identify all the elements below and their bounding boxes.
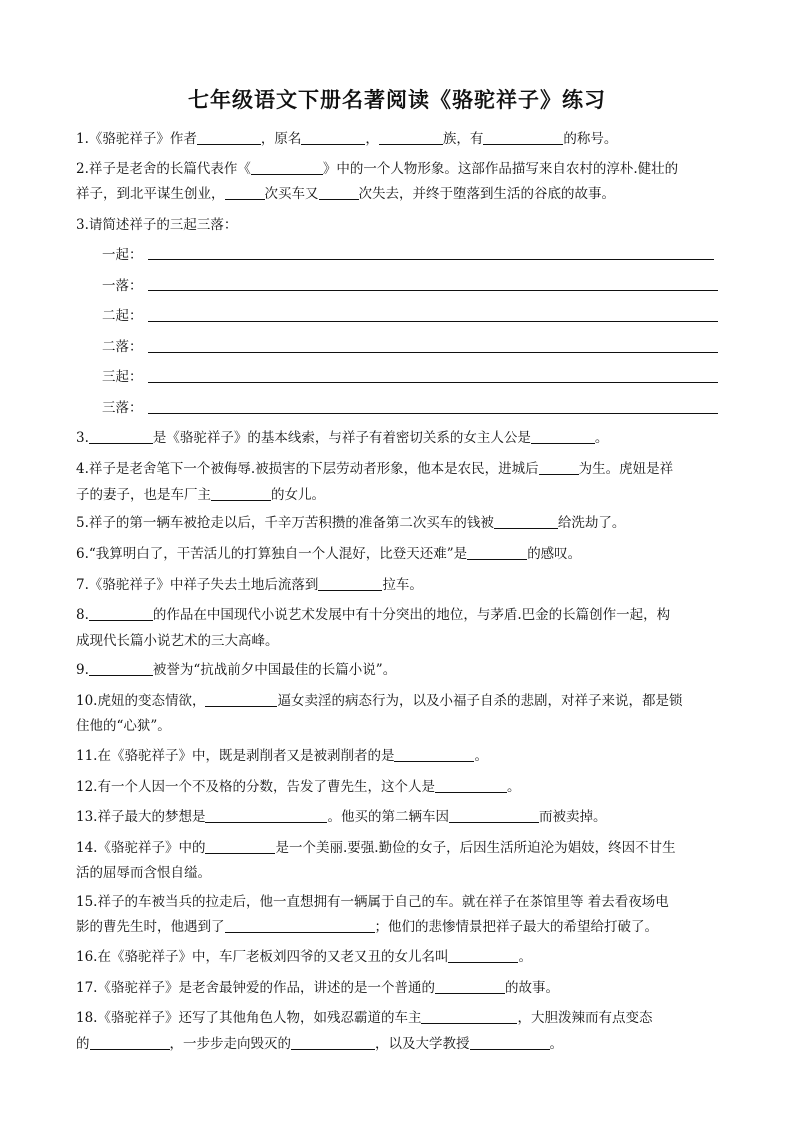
question-13: 13.祥子最大的梦想是 。他买的第二辆车因 而被卖掉。 xyxy=(76,809,607,825)
blank[interactable] xyxy=(421,1009,517,1024)
question-11: 11.在《骆驼祥子》中，既是剥削者又是被剥削者的是 。 xyxy=(76,748,488,764)
question-18-line-1: 18.《骆驼祥子》还写了其他角色人物，如残忍霸道的车主 ，大胆泼辣而有点变态 xyxy=(76,1010,653,1026)
question-16: 16.在《骆驼祥子》中，车厂老板刘四爷的又老又丑的女儿名叫 。 xyxy=(76,949,532,965)
blank[interactable] xyxy=(449,808,539,823)
blank[interactable] xyxy=(205,839,275,854)
rise-fall-label: 二起： xyxy=(102,308,143,324)
blank[interactable] xyxy=(205,692,277,707)
question-2-line-2: 祥子，到北平谋生创业， 次买车又 次失去，并终于堕落到生活的谷底的故事。 xyxy=(76,186,615,202)
question-9: 9. 被誉为“抗战前夕中国最佳的长篇小说”。 xyxy=(76,662,397,678)
question-2-line-1: 2.祥子是老舍的长篇代表作《 》中的一个人物形象。这部作品描写来自农村的淳朴.健壮的 xyxy=(76,161,679,177)
rise-fall-label: 三起： xyxy=(102,369,143,385)
blank[interactable] xyxy=(89,429,153,444)
blank[interactable] xyxy=(225,185,265,200)
blank[interactable] xyxy=(318,576,382,591)
question-1: 1.《骆驼祥子》作者 ，原名 ， 族，有 的称号。 xyxy=(76,131,618,147)
answer-line[interactable] xyxy=(148,259,714,260)
answer-line[interactable] xyxy=(148,382,718,383)
question-10-line-2: 住他的“心狱”。 xyxy=(76,718,171,734)
question-4-line-1: 4.祥子是老舍笔下一个被侮辱.被损害的下层劳动者形象，他本是农民，进城后 为生。虎妞是祥 xyxy=(76,461,674,477)
blank[interactable] xyxy=(435,778,507,793)
blank[interactable] xyxy=(470,1035,550,1050)
question-6: 6.“我算明白了，干苦活儿的打算独自一个人混好，比登天还难”是 的感叹。 xyxy=(76,546,582,562)
question-14-line-1: 14.《骆驼祥子》中的 是一个美丽.要强.勤俭的女子，后因生活所迫沦为娼妓，终因不甘生 xyxy=(76,840,676,856)
blank[interactable] xyxy=(301,130,365,145)
rise-fall-label: 一落： xyxy=(102,278,143,294)
blank[interactable] xyxy=(89,606,153,621)
question-18-line-2: 的 ，一步步走向毁灭的 ，以及大学教授 。 xyxy=(76,1036,563,1052)
blank[interactable] xyxy=(89,661,153,676)
blank[interactable] xyxy=(319,185,359,200)
blank[interactable] xyxy=(539,460,579,475)
blank[interactable] xyxy=(483,130,563,145)
blank[interactable] xyxy=(494,514,558,529)
question-3: 3.请简述祥子的三起三落： xyxy=(76,217,238,233)
blank[interactable] xyxy=(90,1035,170,1050)
blank[interactable] xyxy=(211,486,271,501)
blank[interactable] xyxy=(225,918,375,933)
blank[interactable] xyxy=(467,545,527,560)
blank[interactable] xyxy=(394,747,474,762)
question-4-line-2: 子的妻子，也是车厂主 的女儿。 xyxy=(76,487,325,503)
blank[interactable] xyxy=(197,130,261,145)
question-15-line-1: 15.祥子的车被当兵的拉走后，他一直想拥有一辆属于自己的车。就在祥子在茶馆里等 着去看夜场电 xyxy=(76,894,669,910)
question-17: 17.《骆驼祥子》是老舍最钟爱的作品，讲述的是一个普通的 的故事。 xyxy=(76,980,559,996)
blank[interactable] xyxy=(379,130,443,145)
question-3b: 3. 是《骆驼祥子》的基本线索，与祥子有着密切关系的女主人公是 。 xyxy=(76,430,609,446)
blank[interactable] xyxy=(251,160,323,175)
question-8-line-1: 8. 的作品在中国现代小说艺术发展中有十分突出的地位，与茅盾.巴金的长篇创作一起，构 xyxy=(76,607,671,623)
question-7: 7.《骆驼祥子》中祥子失去土地后流落到 拉车。 xyxy=(76,577,423,593)
answer-line[interactable] xyxy=(148,290,718,291)
blank[interactable] xyxy=(205,808,327,823)
blank[interactable] xyxy=(531,429,595,444)
answer-line[interactable] xyxy=(148,413,718,414)
answer-line[interactable] xyxy=(148,352,718,353)
page-title: 七年级语文下册名著阅读《骆驼祥子》练习 xyxy=(188,87,606,112)
question-5: 5.祥子的第一辆车被抢走以后，千辛万苦积攒的准备第二次买车的钱被 给洗劫了。 xyxy=(76,515,626,531)
rise-fall-label: 二落： xyxy=(102,339,143,355)
question-14-line-2: 活的屈辱而含恨自缢。 xyxy=(76,865,211,881)
blank[interactable] xyxy=(291,1035,375,1050)
rise-fall-label: 三落： xyxy=(102,400,143,416)
question-12: 12.有一个人因一个不及格的分数，告发了曹先生，这个人是 。 xyxy=(76,779,521,795)
answer-line[interactable] xyxy=(148,321,718,322)
question-10-line-1: 10.虎妞的变态情欲， 逼女卖淫的病态行为，以及小福子自杀的悲剧，对祥子来说，都是锁 xyxy=(76,693,683,709)
rise-fall-label: 一起： xyxy=(102,247,143,263)
blank[interactable] xyxy=(435,979,505,994)
question-15-line-2: 影的曹先生时，他遇到了 ；他们的悲惨情景把祥子最大的希望给打破了。 xyxy=(76,919,658,935)
question-8-line-2: 成现代长篇小说艺术的三大高峰。 xyxy=(76,633,279,649)
blank[interactable] xyxy=(448,948,518,963)
